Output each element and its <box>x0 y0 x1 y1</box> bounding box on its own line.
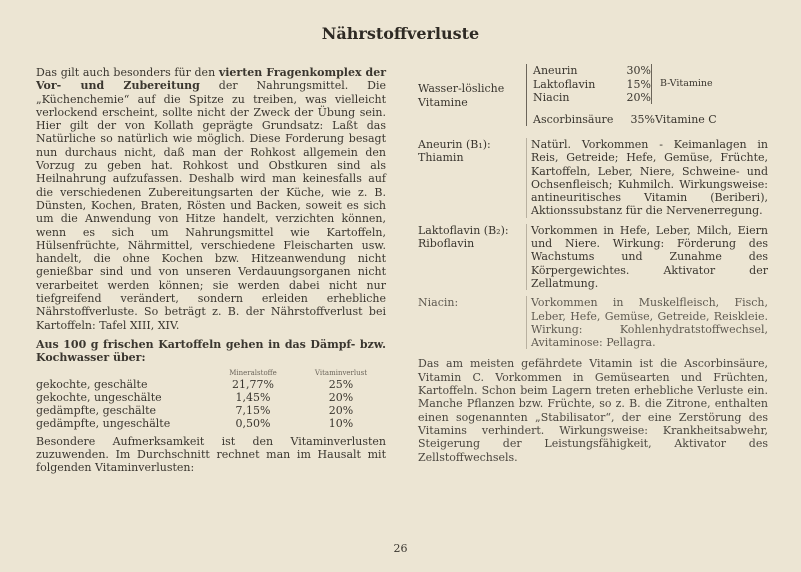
vitamin-b-item: Niacin 20% <box>533 91 651 104</box>
c-vitamins-label: Vitamine C <box>655 112 717 126</box>
left-column <box>36 66 386 474</box>
potato-loss-table <box>36 369 386 430</box>
vitamin-loss-figure <box>418 64 768 132</box>
table-row: gedämpfte, ungeschälte 0,50% 10% <box>36 416 354 430</box>
col-minerals: Mineralstoffe <box>229 368 277 377</box>
vitamin-b-item: Laktoflavin 15% <box>533 77 651 91</box>
b-vitamins-brace <box>651 64 713 104</box>
vitamin-entry-laktoflavin: Laktoflavin (B₂): Riboflavin Vorkommen in Hefe, Leber, Milch, Eiern und Niere. Wirkung: Förderung des Wachstums und Zunahme des Körpergewichtes. Aktivator der Zellatmung. <box>418 223 768 290</box>
b-vitamins-label: B-Vitamine <box>660 78 713 90</box>
vitamin-c-item: Ascorbinsäure 35% Vitamine C <box>533 112 717 126</box>
intro-paragraph <box>36 66 386 332</box>
page-number: 26 <box>393 542 408 555</box>
col-vitamins: Vitaminverlust <box>314 368 368 377</box>
table-header <box>36 369 386 378</box>
intro-text-a: Das gilt auch besonders für den <box>36 66 219 79</box>
vitamin-loss-list <box>526 64 765 126</box>
vitamin-loss-paragraph: Besondere Aufmerksamkeit ist den Vitaminverlusten zuzuwenden. Im Durchschnitt rechnet man im Hausalt mit folgenden Vitaminverlusten: <box>36 434 386 475</box>
intro-text-b: der Nahrungsmittel. Die „Küchenchemie“ auf die Spitze zu treiben, was vielleicht verlockend erscheint, sollte nicht der Zweck der Übung sein. Hier gilt der von Kollath geprägte Grundsatz: Laßt das Natürliche so natürlich wie möglich. Diese Forderung besagt nun durchaus nicht, daß man der Rohkost allgemein den Vorzug zu geben hat. Rohkost und Obstkuren sind als Heilnahrung aufzufassen. Deshalb wird man keinesfalls auf die verschiedenen Zubereitungsarten der Küche, wie z. B. Dünsten, Kochen, Braten, Rösten und Backen, soweit es sich um die Anwendung von Hitze handelt, verzichten können, wenn es sich um Nahrungsmittel wie Kartoffeln, Hülsenfrüchte, Nährmittel, verschiedene Fleischarten usw. handelt, die ohne Kochen bzw. Hitzeanwendung nicht genießbar sind und von unseren Verdauungsorganen nicht verarbeitet werden können; sie werden dabei nicht nur tiefgreifend verändert, sondern erleiden erhebliche Nährstoffverluste. So beträgt z. B. der Nährstoffverlust bei Kartoffeln: Tafel XIII, XIV. <box>36 79 387 332</box>
water-soluble-label: Wasser-lösliche Vitamine <box>418 82 505 109</box>
vitamin-entry-niacin: Niacin: Vorkommen in Muskelfleisch, Fisch, Leber, Hefe, Gemüse, Getreide, Reiskleie. Wirkung: Kohlenhydratstoffwechsel, Avitaminose: Pellagra. <box>418 296 768 350</box>
table-heading: Aus 100 g frischen Kartoffeln gehen in das Dämpf- bzw. Kochwasser über: <box>36 337 386 365</box>
vitamin-entry-aneurin: Aneurin (B₁): Thiamin Natürl. Vorkommen - Keimanlagen in Reis, Getreide; Hefe, Gemüse, Früchte, Kartoffeln, Leber, Niere, Schweine- und Ochsenfleisch; Kuhmilch. Wirkungsweise: antineuritisches Vitamin (Beriberi), Aktionssubstanz für die Nervenerregung. <box>418 138 768 218</box>
table-row: gekochte, ungeschälte 1,45% 20% <box>36 390 354 404</box>
vitamin-b-item: Aneurin 30% <box>533 64 651 77</box>
ascorbic-acid-paragraph: Das am meisten gefährdete Vitamin ist die Ascorbinsäure, Vitamin C. Vorkommen in Gemüsearten und Früchten, Kartoffeln. Schon beim Lagern treten erhebliche Verluste ein. Manche Pflanzen bzw. Früchte, so z. B. die Zitrone, enthalten einen sogenannten „Stabilisator“, der eine Zerstörung des Vitamins verhindert. Wirkungsweise: Krankheitsabwehr, Steigerung der Leistungsfähigkeit, Aktivator des Zellstoffwechsels. <box>418 357 768 464</box>
table-row: gekochte, geschälte 21,77% 25% <box>36 377 354 391</box>
page-title: Nährstoffverluste <box>321 24 480 43</box>
table-row: gedämpfte, geschälte 7,15% 20% <box>36 403 354 417</box>
intro-text-bold: vierten Fragenkomplex der Vor- und Zubereitung <box>36 66 387 93</box>
right-column <box>418 64 768 475</box>
